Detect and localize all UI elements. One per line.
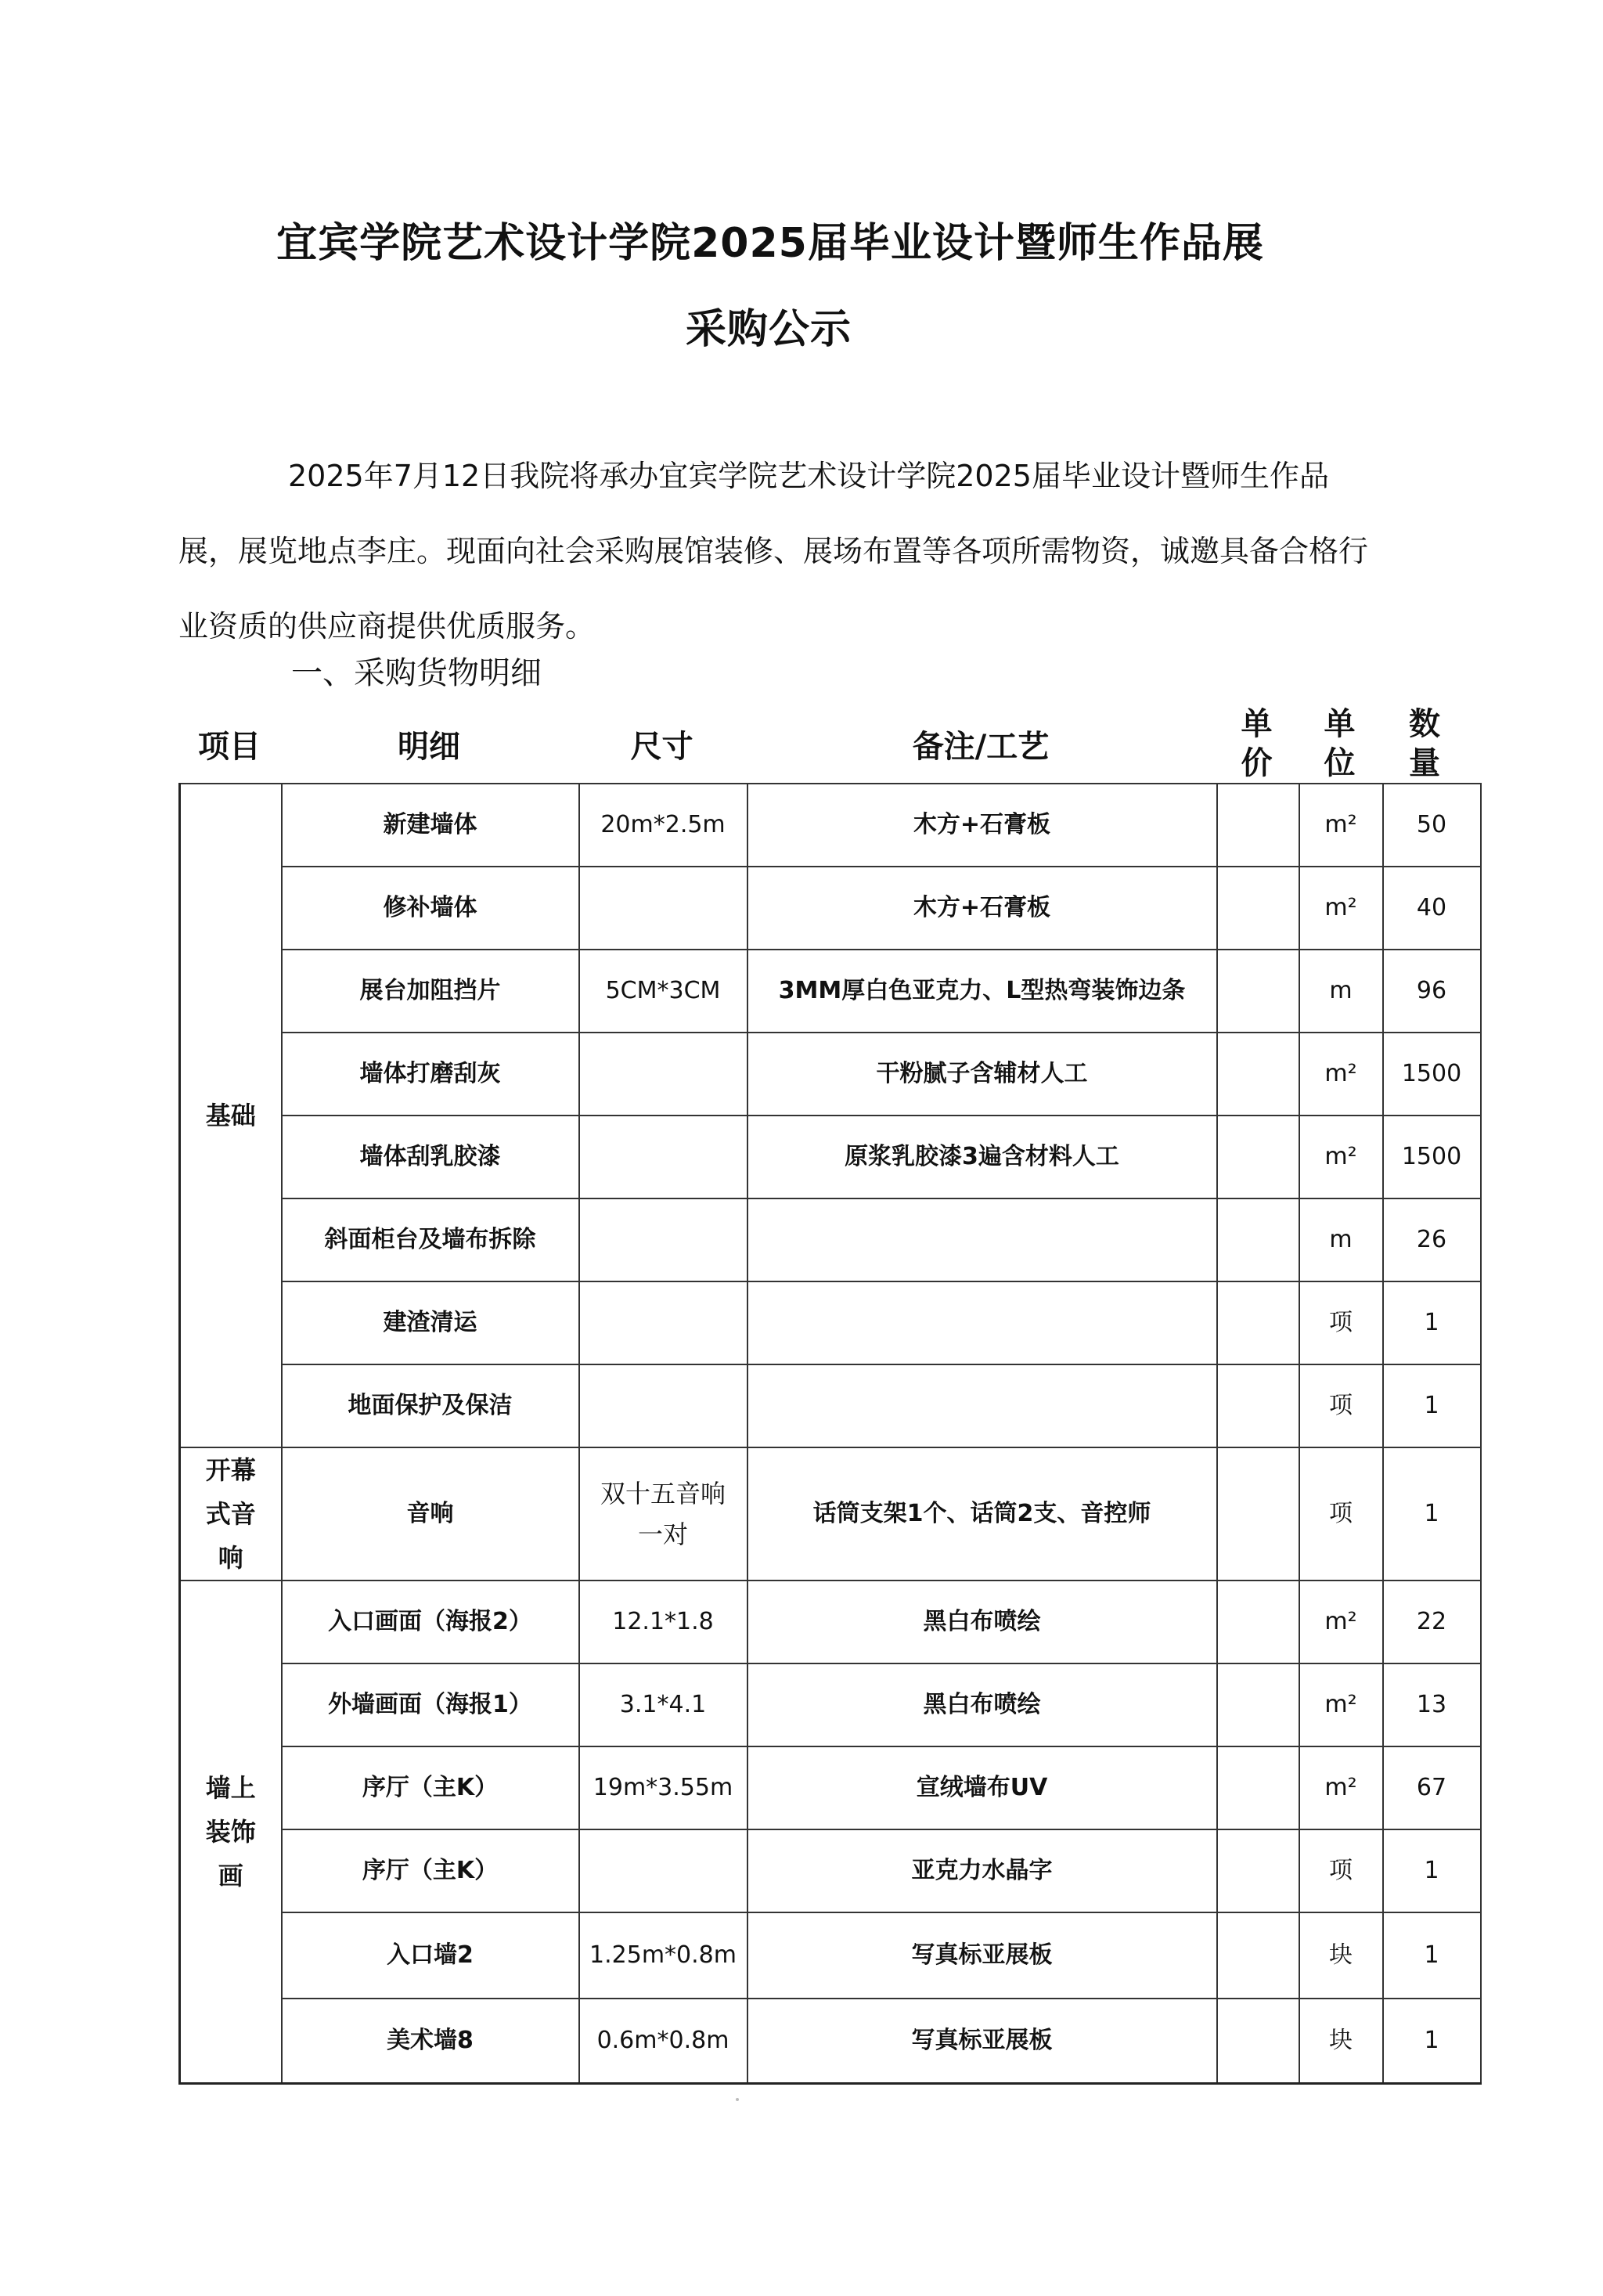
- unit-cell: m²: [1299, 784, 1383, 867]
- note-cell: 3MM厚白色亚克力、L型热弯装饰边条: [747, 950, 1217, 1033]
- price-cell: [1217, 1281, 1299, 1364]
- header-unit-line2: 位: [1324, 745, 1356, 781]
- note-cell: 话筒支架1个、话筒2支、音控师: [747, 1447, 1217, 1581]
- unit-cell: 块: [1299, 1999, 1383, 2083]
- size-cell: 5CM*3CM: [579, 950, 747, 1033]
- unit-cell: m: [1299, 950, 1383, 1033]
- detail-cell: 斜面柜台及墙布拆除: [282, 1198, 579, 1281]
- header-unit-price: [1216, 705, 1298, 783]
- table-row: [180, 1447, 1481, 1581]
- table-row: [180, 1829, 1481, 1912]
- price-cell: [1217, 1663, 1299, 1746]
- header-unit-price-line2: 价: [1241, 745, 1273, 781]
- category-line: 开幕: [205, 1455, 256, 1485]
- qty-cell: 67: [1383, 1746, 1481, 1829]
- note-cell: [747, 1364, 1217, 1447]
- detail-cell: 墙体刮乳胶漆: [282, 1116, 579, 1198]
- unit-cell: m²: [1299, 1663, 1383, 1746]
- table-row: [180, 1912, 1481, 1999]
- category-line: 式音: [205, 1499, 256, 1529]
- detail-cell: 序厅（主K）: [282, 1829, 579, 1912]
- table-row: [180, 784, 1481, 867]
- table-row: [180, 1581, 1481, 1663]
- qty-cell: 1: [1383, 1912, 1481, 1999]
- price-cell: [1217, 867, 1299, 950]
- size-line: 一对: [637, 1519, 688, 1549]
- category-cell-wall-decoration: [180, 1581, 282, 2083]
- size-cell: [579, 1364, 747, 1447]
- header-quantity-line1: 数: [1409, 706, 1440, 742]
- detail-cell: 音响: [282, 1447, 579, 1581]
- unit-cell: m²: [1299, 867, 1383, 950]
- qty-cell: 1: [1383, 1447, 1481, 1581]
- note-cell: [747, 1281, 1217, 1364]
- document-title: 宜宾学院艺术设计学院2025届毕业设计暨师生作品展: [276, 220, 1264, 267]
- qty-cell: 1: [1383, 1281, 1481, 1364]
- table-row: [180, 1198, 1481, 1281]
- table-row: [180, 867, 1481, 950]
- table-row: [180, 950, 1481, 1033]
- size-cell: 0.6m*0.8m: [579, 1999, 747, 2083]
- note-cell: 木方+石膏板: [747, 784, 1217, 867]
- price-cell: [1217, 1033, 1299, 1116]
- header-unit-price-line1: 单: [1241, 706, 1273, 742]
- price-cell: [1217, 1829, 1299, 1912]
- qty-cell: 1: [1383, 1829, 1481, 1912]
- price-cell: [1217, 784, 1299, 867]
- table-row: [180, 1663, 1481, 1746]
- section-heading: 一、采购货物明细: [291, 655, 542, 691]
- qty-cell: 1500: [1383, 1116, 1481, 1198]
- detail-cell: 入口画面（海报2）: [282, 1581, 579, 1663]
- header-size: 尺寸: [630, 728, 693, 765]
- qty-cell: 96: [1383, 950, 1481, 1033]
- header-quantity: [1381, 705, 1468, 783]
- qty-cell: 13: [1383, 1663, 1481, 1746]
- note-cell: 黑白布喷绘: [747, 1663, 1217, 1746]
- price-cell: [1217, 1447, 1299, 1581]
- procurement-table: [178, 783, 1482, 2085]
- size-cell: 1.25m*0.8m: [579, 1912, 747, 1999]
- price-cell: [1217, 1999, 1299, 2083]
- category-line: 墙上: [205, 1772, 256, 1803]
- qty-cell: 26: [1383, 1198, 1481, 1281]
- size-cell: 19m*3.55m: [579, 1746, 747, 1829]
- detail-cell: 修补墙体: [282, 867, 579, 950]
- price-cell: [1217, 950, 1299, 1033]
- note-cell: 干粉腻子含辅材人工: [747, 1033, 1217, 1116]
- category-line: 响: [218, 1543, 243, 1573]
- detail-cell: 入口墙2: [282, 1912, 579, 1999]
- size-cell: 12.1*1.8: [579, 1581, 747, 1663]
- header-note: 备注/工艺: [912, 728, 1050, 765]
- size-cell: 20m*2.5m: [579, 784, 747, 867]
- price-cell: [1217, 1912, 1299, 1999]
- header-detail: 明细: [398, 728, 460, 765]
- note-cell: [747, 1198, 1217, 1281]
- unit-cell: m: [1299, 1198, 1383, 1281]
- note-cell: 原浆乳胶漆3遍含材料人工: [747, 1116, 1217, 1198]
- qty-cell: 1500: [1383, 1033, 1481, 1116]
- table-row: [180, 1746, 1481, 1829]
- note-cell: 亚克力水晶字: [747, 1829, 1217, 1912]
- detail-cell: 序厅（主K）: [282, 1746, 579, 1829]
- unit-cell: 项: [1299, 1829, 1383, 1912]
- unit-cell: 块: [1299, 1912, 1383, 1999]
- unit-cell: 项: [1299, 1281, 1383, 1364]
- size-cell: [579, 1447, 747, 1581]
- detail-cell: 展台加阻挡片: [282, 950, 579, 1033]
- size-cell: [579, 1116, 747, 1198]
- header-quantity-line2: 量: [1409, 745, 1440, 781]
- scan-speck: [736, 2098, 739, 2101]
- size-line: 双十五音响: [600, 1479, 726, 1508]
- size-cell: [579, 867, 747, 950]
- size-cell: [579, 1829, 747, 1912]
- price-cell: [1217, 1116, 1299, 1198]
- price-cell: [1217, 1746, 1299, 1829]
- intro-paragraph: 2025年7月12日我院将承办宜宾学院艺术设计学院2025届毕业设计暨师生作品展，展览地点李庄。现面向社会采购展馆装修、展场布置等各项所需物资，诚邀具备合格行业资质的供应商提供优质服务。: [178, 459, 1369, 643]
- category-line: 画: [218, 1860, 243, 1891]
- note-cell: 木方+石膏板: [747, 867, 1217, 950]
- detail-cell: 建渣清运: [282, 1281, 579, 1364]
- qty-cell: 1: [1383, 1999, 1481, 2083]
- category-cell-basic: 基础: [180, 784, 282, 1447]
- qty-cell: 50: [1383, 784, 1481, 867]
- unit-cell: m²: [1299, 1581, 1383, 1663]
- price-cell: [1217, 1364, 1299, 1447]
- header-unit: [1298, 705, 1381, 783]
- header-unit-line1: 单: [1324, 706, 1356, 742]
- unit-cell: m²: [1299, 1116, 1383, 1198]
- note-cell: 写真标亚展板: [747, 1912, 1217, 1999]
- note-cell: 宣绒墙布UV: [747, 1746, 1217, 1829]
- category-cell-opening-audio: [180, 1447, 282, 1581]
- table-row: [180, 1116, 1481, 1198]
- size-cell: [579, 1281, 747, 1364]
- detail-cell: 墙体打磨刮灰: [282, 1033, 579, 1116]
- detail-cell: 地面保护及保洁: [282, 1364, 579, 1447]
- table-row: [180, 1033, 1481, 1116]
- unit-cell: 项: [1299, 1364, 1383, 1447]
- unit-cell: m²: [1299, 1746, 1383, 1829]
- price-cell: [1217, 1198, 1299, 1281]
- document-subtitle: 采购公示: [685, 306, 852, 353]
- table-row: [180, 1364, 1481, 1447]
- detail-cell: 美术墙8: [282, 1999, 579, 2083]
- note-cell: 写真标亚展板: [747, 1999, 1217, 2083]
- header-category: 项目: [198, 728, 261, 765]
- detail-cell: 新建墙体: [282, 784, 579, 867]
- detail-cell: 外墙画面（海报1）: [282, 1663, 579, 1746]
- qty-cell: 22: [1383, 1581, 1481, 1663]
- qty-cell: 40: [1383, 867, 1481, 950]
- note-cell: 黑白布喷绘: [747, 1581, 1217, 1663]
- price-cell: [1217, 1581, 1299, 1663]
- qty-cell: 1: [1383, 1364, 1481, 1447]
- size-cell: [579, 1198, 747, 1281]
- table-row: [180, 1999, 1481, 2083]
- unit-cell: 项: [1299, 1447, 1383, 1581]
- size-cell: [579, 1033, 747, 1116]
- unit-cell: m²: [1299, 1033, 1383, 1116]
- size-cell: 3.1*4.1: [579, 1663, 747, 1746]
- category-line: 装饰: [205, 1816, 256, 1847]
- table-row: [180, 1281, 1481, 1364]
